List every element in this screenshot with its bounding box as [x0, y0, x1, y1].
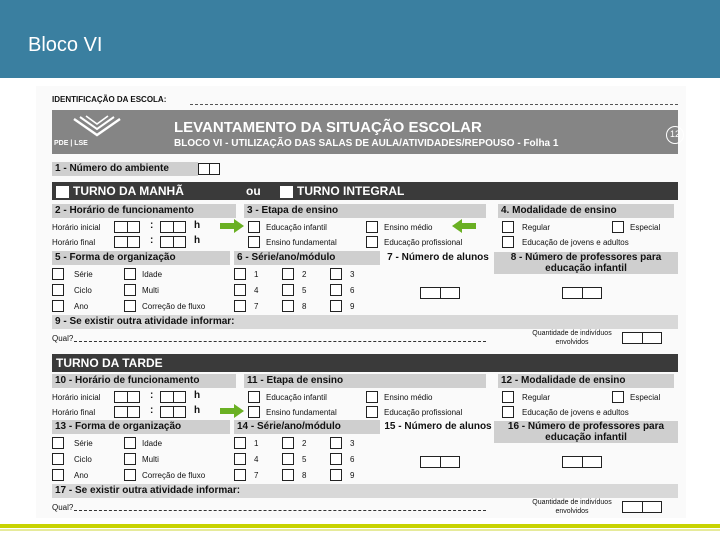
afternoon-end-time-label: Horário final: [52, 408, 96, 417]
afternoon-stage-infantil-checkbox[interactable]: [248, 391, 260, 403]
afternoon-people-input[interactable]: [622, 501, 662, 513]
afternoon-stage-infantil-label: Educação infantil: [266, 393, 327, 402]
afternoon-org-ciclo-label: Ciclo: [74, 455, 92, 464]
morning-org-serie-label: Série: [74, 270, 93, 279]
morning-highlight-arrow-icon: [220, 219, 244, 233]
afternoon-start-minute-input[interactable]: [160, 391, 186, 403]
afternoon-teachers-input[interactable]: [562, 456, 602, 468]
morning-stage-medio-label: Ensino médio: [384, 223, 433, 232]
morning-teachers-label: 8 - Número de professores para educação infantil: [494, 252, 678, 274]
morning-series-9-label: 9: [350, 302, 355, 311]
morning-series-3-label: 3: [350, 270, 355, 279]
integral-shift-label: TURNO INTEGRAL: [297, 184, 405, 198]
afternoon-start-time-label: Horário inicial: [52, 393, 101, 402]
school-identification-line: [190, 104, 678, 105]
page-number-badge: 12: [666, 126, 684, 144]
shift-or-label: ou: [246, 184, 261, 198]
afternoon-stage-fundamental-checkbox[interactable]: [248, 406, 260, 418]
integral-shift-checkbox[interactable]: [280, 186, 293, 198]
morning-series-5-label: 5: [302, 286, 307, 295]
morning-series-4-checkbox[interactable]: [234, 284, 246, 296]
afternoon-series-9-label: 9: [350, 471, 355, 480]
form-title: LEVANTAMENTO DA SITUAÇÃO ESCOLAR: [174, 119, 482, 136]
morning-series-4-label: 4: [254, 286, 259, 295]
slide-header: [0, 0, 720, 78]
morning-modality-label: 4. Modalidade de ensino: [498, 204, 674, 218]
afternoon-series-2-label: 2: [302, 439, 307, 448]
afternoon-org-ano-label: Ano: [74, 471, 89, 480]
afternoon-teachers-label: 16 - Número de professores para educação infantil: [494, 421, 678, 443]
morning-series-2-label: 2: [302, 270, 307, 279]
afternoon-start-h: h: [194, 390, 201, 401]
morning-modality-eja-checkbox[interactable]: [502, 236, 514, 248]
afternoon-series-9-checkbox[interactable]: [330, 469, 342, 481]
morning-people-input[interactable]: [622, 332, 662, 344]
morning-stage-medio-checkbox[interactable]: [366, 221, 378, 233]
morning-which-label: Qual?: [52, 334, 74, 343]
morning-students-label: 7 - Número de alunos: [387, 252, 489, 263]
afternoon-end-colon: :: [150, 405, 154, 416]
afternoon-which-input[interactable]: [74, 510, 486, 511]
afternoon-org-ano-checkbox[interactable]: [52, 469, 64, 481]
morning-modality-eja-label: Educação de jovens e adultos: [522, 238, 629, 247]
afternoon-students-label: 15 - Número de alunos: [384, 421, 492, 432]
morning-end-time-label: Horário final: [52, 238, 96, 247]
morning-shift-checkbox[interactable]: [56, 186, 69, 198]
morning-stage-profissional-checkbox[interactable]: [366, 236, 378, 248]
afternoon-highlight-arrow-icon: [220, 404, 244, 418]
morning-org-ano-checkbox[interactable]: [52, 300, 64, 312]
morning-start-hour-input[interactable]: [114, 221, 140, 233]
field-1-label: 1 - Número do ambiente: [52, 162, 198, 176]
morning-series-1-label: 1: [254, 270, 259, 279]
afternoon-org-idade-checkbox[interactable]: [124, 437, 136, 449]
afternoon-series-3-label: 3: [350, 439, 355, 448]
morning-series-3-checkbox[interactable]: [330, 268, 342, 280]
afternoon-series-7-checkbox[interactable]: [234, 469, 246, 481]
afternoon-series-2-checkbox[interactable]: [282, 437, 294, 449]
morning-other-label: 9 - Se existir outra atividade informar:: [52, 315, 678, 329]
morning-org-ciclo-label: Ciclo: [74, 286, 92, 295]
morning-modality-regular-label: Regular: [522, 223, 551, 232]
morning-start-minute-input[interactable]: [160, 221, 186, 233]
afternoon-modality-eja-checkbox[interactable]: [502, 406, 514, 418]
morning-stage-infantil-label: Educação infantil: [266, 223, 327, 232]
morning-series-7-label: 7: [254, 302, 259, 311]
morning-series-1-checkbox[interactable]: [234, 268, 246, 280]
morning-org-label: 5 - Forma de organização: [52, 251, 230, 265]
afternoon-shift-label: TURNO DA TARDE: [56, 356, 163, 370]
footer-stripe: [0, 524, 720, 528]
afternoon-series-4-label: 4: [254, 455, 259, 464]
morning-series-label: 6 - Série/ano/módulo: [234, 251, 380, 265]
afternoon-series-1-label: 1: [254, 439, 259, 448]
afternoon-modality-eja-label: Educação de jovens e adultos: [522, 408, 629, 417]
afternoon-org-serie-checkbox[interactable]: [52, 437, 64, 449]
morning-stage-fundamental-checkbox[interactable]: [248, 236, 260, 248]
morning-series-9-checkbox[interactable]: [330, 300, 342, 312]
footer-bar: [0, 520, 720, 540]
morning-org-idade-checkbox[interactable]: [124, 268, 136, 280]
form-banner: [52, 110, 678, 154]
morning-end-minute-input[interactable]: [160, 236, 186, 248]
afternoon-org-multi-label: Multi: [142, 455, 159, 464]
afternoon-series-5-label: 5: [302, 455, 307, 464]
afternoon-other-label: 17 - Se existir outra atividade informar:: [52, 484, 678, 498]
morning-stage-fundamental-label: Ensino fundamental: [266, 238, 337, 247]
afternoon-stage-label: 11 - Etapa de ensino: [244, 374, 486, 388]
morning-series-8-label: 8: [302, 302, 307, 311]
morning-org-multi-label: Multi: [142, 286, 159, 295]
morning-org-idade-label: Idade: [142, 270, 163, 279]
afternoon-modality-regular-checkbox[interactable]: [502, 391, 514, 403]
afternoon-series-1-checkbox[interactable]: [234, 437, 246, 449]
afternoon-stage-medio-label: Ensino médio: [384, 393, 433, 402]
afternoon-org-correcao-checkbox[interactable]: [124, 469, 136, 481]
afternoon-students-input[interactable]: [420, 456, 460, 468]
morning-series-5-checkbox[interactable]: [282, 284, 294, 296]
school-identification-label: IDENTIFICAÇÃO DA ESCOLA:: [52, 95, 167, 104]
morning-org-ano-label: Ano: [74, 302, 89, 311]
morning-students-input[interactable]: [420, 287, 460, 299]
morning-stage-infantil-checkbox[interactable]: [248, 221, 260, 233]
morning-org-serie-checkbox[interactable]: [52, 268, 64, 280]
afternoon-series-6-checkbox[interactable]: [330, 453, 342, 465]
morning-end-hour-input[interactable]: [114, 236, 140, 248]
morning-modality-especial-label: Especial: [630, 223, 661, 232]
afternoon-series-6-label: 6: [350, 455, 355, 464]
footer-stripe-light: [0, 529, 720, 531]
afternoon-org-idade-label: Idade: [142, 439, 163, 448]
room-number-input[interactable]: [198, 163, 220, 175]
afternoon-end-h: h: [194, 405, 201, 416]
afternoon-people-label: Quantidade de indivíduos envolvidos: [532, 499, 612, 515]
afternoon-org-label: 13 - Forma de organização: [52, 420, 230, 434]
slide-title: Bloco VI: [28, 34, 103, 56]
afternoon-org-correcao-label: Correção de fluxo: [142, 471, 206, 480]
morning-hours-label: 2 - Horário de funcionamento: [52, 204, 236, 218]
morning-org-correcao-label: Correção de fluxo: [142, 302, 206, 311]
afternoon-shift-bar: [52, 354, 678, 372]
afternoon-series-8-label: 8: [302, 471, 307, 480]
afternoon-series-4-checkbox[interactable]: [234, 453, 246, 465]
pde-logo-icon: [72, 115, 122, 137]
morning-modality-especial-checkbox[interactable]: [612, 221, 624, 233]
morning-highlight-arrow-2-icon: [452, 219, 476, 233]
afternoon-stage-profissional-label: Educação profissional: [384, 408, 463, 417]
logo-text: PDE | LSE: [54, 140, 88, 147]
afternoon-series-5-checkbox[interactable]: [282, 453, 294, 465]
morning-series-2-checkbox[interactable]: [282, 268, 294, 280]
afternoon-org-serie-label: Série: [74, 439, 93, 448]
morning-teachers-input[interactable]: [562, 287, 602, 299]
afternoon-start-colon: :: [150, 390, 154, 401]
afternoon-org-multi-checkbox[interactable]: [124, 453, 136, 465]
afternoon-series-8-checkbox[interactable]: [282, 469, 294, 481]
morning-people-label: Quantidade de indivíduos envolvidos: [532, 330, 612, 346]
morning-series-6-checkbox[interactable]: [330, 284, 342, 296]
morning-shift-label: TURNO DA MANHÃ: [73, 184, 184, 198]
afternoon-modality-regular-label: Regular: [522, 393, 551, 402]
morning-series-8-checkbox[interactable]: [282, 300, 294, 312]
afternoon-series-label: 14 - Série/ano/módulo: [234, 420, 380, 434]
morning-end-h: h: [194, 235, 201, 246]
afternoon-org-ciclo-checkbox[interactable]: [52, 453, 64, 465]
afternoon-series-7-label: 7: [254, 471, 259, 480]
morning-stage-profissional-label: Educação profissional: [384, 238, 463, 247]
morning-org-correcao-checkbox[interactable]: [124, 300, 136, 312]
afternoon-series-3-checkbox[interactable]: [330, 437, 342, 449]
morning-org-multi-checkbox[interactable]: [124, 284, 136, 296]
morning-shift-bar: [52, 182, 678, 200]
morning-series-7-checkbox[interactable]: [234, 300, 246, 312]
afternoon-hours-label: 10 - Horário de funcionamento: [52, 374, 236, 388]
school-survey-form: [36, 86, 686, 518]
afternoon-stage-fundamental-label: Ensino fundamental: [266, 408, 337, 417]
morning-start-h: h: [194, 220, 201, 231]
morning-modality-regular-checkbox[interactable]: [502, 221, 514, 233]
afternoon-stage-profissional-checkbox[interactable]: [366, 406, 378, 418]
morning-end-colon: :: [150, 235, 154, 246]
form-subtitle: BLOCO VI - UTILIZAÇÃO DAS SALAS DE AULA/ATIVIDADES/REPOUSO - Folha 1: [174, 138, 559, 149]
morning-start-time-label: Horário inicial: [52, 223, 101, 232]
morning-start-colon: :: [150, 220, 154, 231]
morning-org-ciclo-checkbox[interactable]: [52, 284, 64, 296]
afternoon-stage-medio-checkbox[interactable]: [366, 391, 378, 403]
afternoon-which-label: Qual?: [52, 503, 74, 512]
morning-which-input[interactable]: [74, 341, 486, 342]
afternoon-start-hour-input[interactable]: [114, 391, 140, 403]
afternoon-modality-label: 12 - Modalidade de ensino: [498, 374, 674, 388]
afternoon-modality-especial-label: Especial: [630, 393, 661, 402]
morning-series-6-label: 6: [350, 286, 355, 295]
afternoon-modality-especial-checkbox[interactable]: [612, 391, 624, 403]
afternoon-end-hour-input[interactable]: [114, 406, 140, 418]
morning-stage-label: 3 - Etapa de ensino: [244, 204, 486, 218]
afternoon-end-minute-input[interactable]: [160, 406, 186, 418]
